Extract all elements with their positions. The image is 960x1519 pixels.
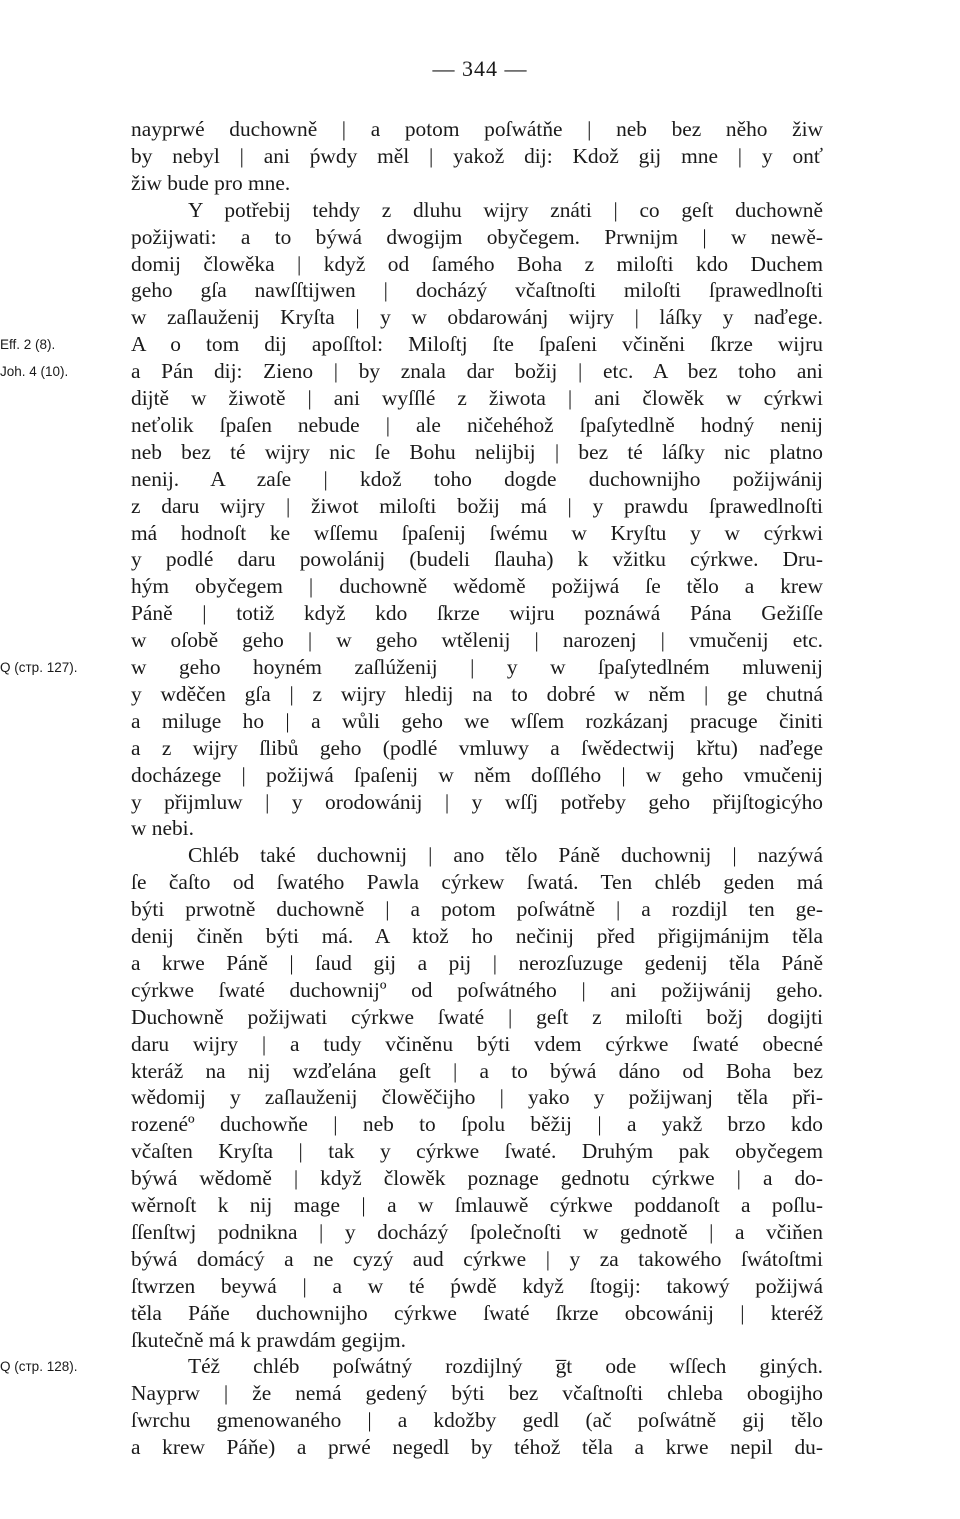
text-line: Nayprw | že nemá gedený býti bez včaſtnoſti chleba obogijho bbox=[131, 1381, 823, 1405]
text-line: denij činěn býti má. A ktož ho nečinij před přigijmánijm těla bbox=[131, 924, 823, 948]
text-line: a miluge ho | a wůli geho we wſſem rozkázanj pracuge činiti bbox=[131, 709, 823, 733]
margin-reference: Q (стр. 128). bbox=[0, 1359, 78, 1374]
margin-reference: Q (стр. 127). bbox=[0, 660, 78, 675]
text-line: a z wijry ſlibů geho (podlé vmluwy a ſwědectwij křtu) naďege bbox=[131, 736, 823, 760]
text-line: nenij. A zaſe | kdož toho dogde duchownijho požijwánij bbox=[131, 467, 823, 491]
text-line: neb bez té wijry nic ſe Bohu nelijbij | bez té láſky nic platno bbox=[131, 440, 823, 464]
text-line: včaſten Kryſta | tak y cýrkwe ſwaté. Druhým pak obyčegem bbox=[131, 1139, 823, 1163]
text-line: wěrnoſt k nij mage | a w ſmlauwě cýrkwe poddanoſt a poſlu- bbox=[131, 1193, 823, 1217]
text-line: Páně | totiž když kdo ſkrze wijru poznáwá Pána Gežiſſe bbox=[131, 601, 823, 625]
text-line: ſwrchu gmenowaného | a kdožby gedl (ač poſwátně gij tělo bbox=[131, 1408, 823, 1432]
text-line: ſſenſtwj podnikna | y docházý ſpolečnoſti w gednotě | a včiňen bbox=[131, 1220, 823, 1244]
text-line: w nebi. bbox=[131, 816, 194, 840]
text-line: nayprwé duchowně | a potom poſwátňe | neb bez něho žiw bbox=[131, 117, 823, 141]
text-line: Též chléb poſwátný rozdijlný g̅t ode wſſech giných. bbox=[188, 1354, 823, 1378]
text-line: domij člowěka | když od ſamého Boha z miloſti kdo Duchem bbox=[131, 252, 823, 276]
text-line: dijtě w žiwotě | ani wyſſlé z žiwota | ani člowěk w cýrkwi bbox=[131, 386, 823, 410]
text-line: ſtwrzen beywá | a w té ṕwdě když ſtogij: takowý požijwá bbox=[131, 1274, 823, 1298]
text-line: docházege | požijwá ſpaſenij w něm doſſlého | w geho vmučenij bbox=[131, 763, 823, 787]
text-line: a Pán dij: Zieno | by znala dar božij | etc. A bez toho ani bbox=[131, 359, 823, 383]
text-line: býwá domácý a ne cyzý aud cýrkwe | y za takowého ſwátoſtmi bbox=[131, 1247, 823, 1271]
text-line: geho gſa nawſſtijwen | docházý včaſtnoſti miloſti ſprawedlnoſti bbox=[131, 278, 823, 302]
text-line: w oſobě geho | w geho wtělenij | narozenj | vmučenij etc. bbox=[131, 628, 823, 652]
margin-reference: Eff. 2 (8). bbox=[0, 337, 56, 352]
text-line: býti prwotně duchowně | a potom poſwátně | a rozdijl ten ge- bbox=[131, 897, 823, 921]
text-line: z daru wijry | žiwot miloſti božij má | y prawdu ſprawedlnoſti bbox=[131, 494, 823, 518]
text-line: a krwe Páně | ſaud gij a pij | nerozſuzuge gedenij těla Páně bbox=[131, 951, 823, 975]
text-line: býwá wědomě | když člowěk poznage gednotu cýrkwe | a do- bbox=[131, 1166, 823, 1190]
text-line: a krew Páňe) a prwé negedl by téhož těla a krwe nepil du- bbox=[131, 1435, 823, 1459]
text-line: w zaſlauženij Kryſta | y w obdarowánj wijry | láſky y naďege. bbox=[131, 305, 823, 329]
text-line: ſe čaſto od ſwatého Pawla cýrkew ſwatá. Ten chléb geden má bbox=[131, 870, 823, 894]
margin-reference: Joh. 4 (10). bbox=[0, 364, 69, 379]
text-line: cýrkwe ſwaté duchownijº od poſwátného | ani požijwánij geho. bbox=[131, 978, 823, 1002]
text-line: neťolik ſpaſen nebude | ale ničehéhož ſpaſytedlně hodný nenij bbox=[131, 413, 823, 437]
text-line: ſkutečně má k prawdám gegijm. bbox=[131, 1328, 407, 1352]
text-line: w geho hoyném zaſlúženij | y w ſpaſytedlném mluwenij bbox=[131, 655, 823, 679]
text-line: Y potřebij tehdy z dluhu wijry znáti | co geſt duchowně bbox=[188, 198, 823, 222]
text-line: hým obyčegem | duchowně wědomě požijwá ſe tělo a krew bbox=[131, 574, 823, 598]
text-line: těla Páňe duchownijho cýrkwe ſwaté ſkrze obcowánij | kteréž bbox=[131, 1301, 823, 1325]
text-line: daru wijry | a tudy včiněnu býti vdem cýrkwe ſwaté obecné bbox=[131, 1032, 823, 1056]
text-line: má hodnoſt ke wſſemu ſpaſenij ſwému w Kryſtu y w cýrkwi bbox=[131, 521, 823, 545]
text-line: wědomij y zaſlauženij člowěčijho | yako y požijwanj těla při- bbox=[131, 1085, 823, 1109]
text-line: Duchowně požijwati cýrkwe ſwaté | geſt z miloſti božj dogijti bbox=[131, 1005, 823, 1029]
text-line: kteráž na nij wzďelána geſt | a to býwá dáno od Boha bez bbox=[131, 1059, 823, 1083]
text-line: by nebyl | ani ṕwdy měl | yakož dij: Kdož gij mne | y onť bbox=[131, 144, 823, 168]
text-line: Chléb také duchownij | ano tělo Páně duchownij | nazýwá bbox=[188, 843, 823, 867]
text-line: žiw bude pro mne. bbox=[131, 171, 291, 195]
text-line: y přijmluw | y orodowánij | y wſſj potřeby geho přijſtogicýho bbox=[131, 790, 823, 814]
text-line: rozenéº duchowňe | neb to ſpolu běžij | a yakž brzo kdo bbox=[131, 1112, 823, 1136]
text-line: požijwati: a to býwá dwogijm obyčegem. Prwnijm | w newě- bbox=[131, 225, 823, 249]
page-number: — 344 — bbox=[432, 56, 528, 81]
text-line: y podlé daru powolánij (budeli ſlauha) k vžitku cýrkwe. Dru- bbox=[131, 547, 823, 571]
text-line: y wděčen gſa | z wijry hledij na to dobré w něm | ge chutná bbox=[131, 682, 823, 706]
text-line: A o tom dij apoſſtol: Miloſtj ſte ſpaſeni včiněni ſkrze wijru bbox=[131, 332, 823, 356]
